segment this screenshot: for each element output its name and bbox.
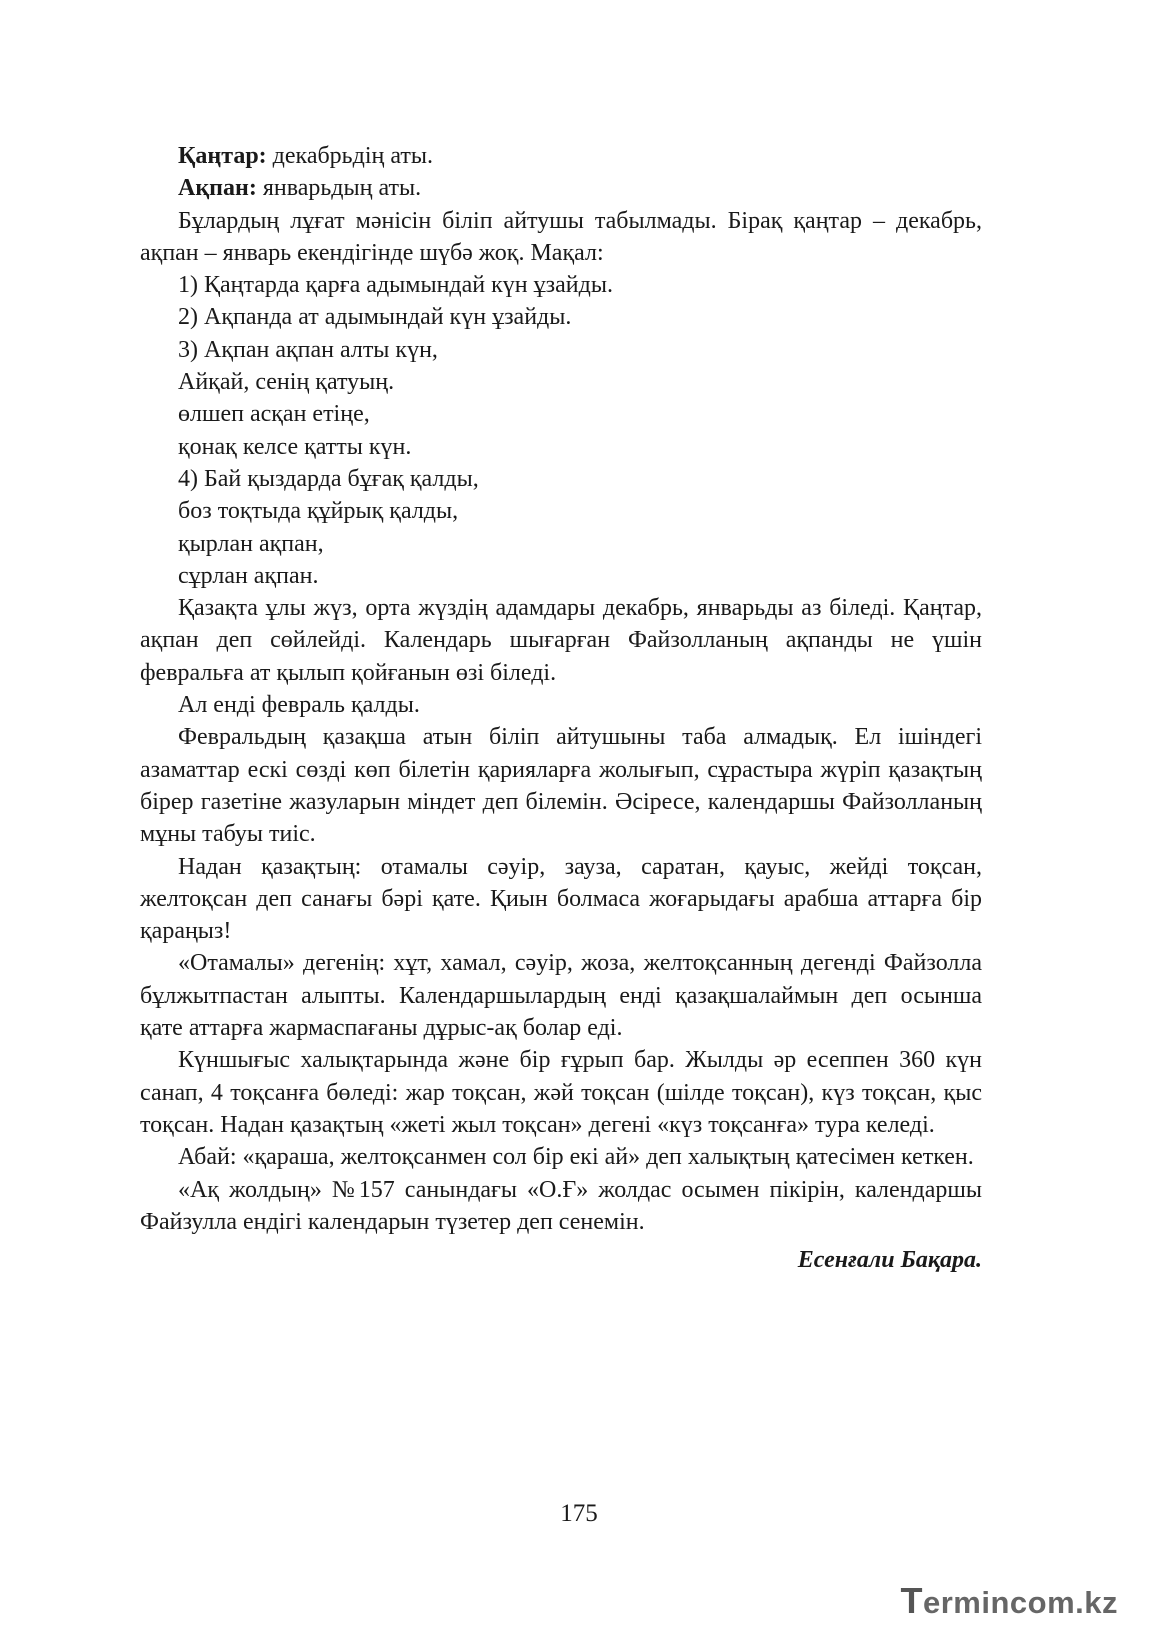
site-watermark — [900, 1580, 1118, 1622]
proverb-line: сұрлан ақпан. — [178, 562, 319, 589]
entry-kantar — [140, 140, 982, 172]
paragraph: Абай: «қараша, желтоқсанмен сол бір екі ай» деп халықтың қатесімен кеткен. — [178, 1144, 974, 1171]
paragraph: Қазақта ұлы жүз, орта жүздің адамдары декабрь, январьды аз біледі. Қаңтар, ақпан деп сөйлейді. Календарь шығарған Файзолланың ақпанды не үшін февральға ат қылып қойғанын өзі біледі. — [140, 595, 982, 686]
paragraph: Надан қазақтың: отамалы сәуір, зауза, саратан, қауыс, жейді тоқсан, желтоқсан деп санағы бәрі қате. Қиын болмаса жоғарыдағы арабша аттарға бір қараңыз! — [140, 853, 982, 945]
proverb-line: 4) Бай қыздарда бұғақ қалды, — [178, 465, 479, 492]
paragraph: Бұлардың лұғат мәнісін біліп айтушы табылмады. Бірақ қаңтар – декабрь, ақпан – январь екендігінде шүбә жоқ. Мақал: — [140, 207, 982, 266]
author-signature: Есенғали Бақара. — [797, 1247, 982, 1274]
entry-definition: январьдың аты. — [256, 175, 422, 202]
watermark-text: ermincom.kz — [922, 1585, 1118, 1620]
proverb-line: 1) Қаңтарда қарға адымындай күн ұзайды. — [178, 272, 613, 299]
document-page — [140, 140, 982, 1276]
paragraph: «Ақ жолдың» №157 санындағы «О.Ғ» жолдас осымен пікірін, календаршы Файзулла ендігі календарын түзетер деп сенемін. — [140, 1176, 982, 1235]
page-number: 175 — [560, 1500, 598, 1527]
proverb-line: боз тоқтыда құйрық қалды, — [178, 498, 459, 525]
entry-term: Ақпан: — [178, 175, 257, 202]
proverb-line: 3) Ақпан ақпан алты күн, — [178, 336, 438, 363]
entry-definition: декабрьдің аты. — [266, 143, 433, 169]
proverb-line: қырлан ақпан, — [178, 530, 324, 557]
proverb-line: 2) Ақпанда ат адымындай күн ұзайды. — [178, 304, 572, 331]
paragraph: Күншығыс халықтарында және бір ғұрып бар. Жылды әр есеппен 360 күн санап, 4 тоқсанға бөледі: жар тоқсан, жәй тоқсан (шілде тоқсан), күз тоқсан, қыс тоқсан. Надан қазақтың «жеті жыл тоқсан» дегені «күз тоқсанға» тура келеді. — [140, 1047, 982, 1138]
entry-term: Қаңтар: — [178, 143, 267, 169]
paragraph: Ал енді февраль қалды. — [178, 692, 420, 719]
watermark-initial: T — [900, 1580, 923, 1621]
entry-akpan — [140, 172, 982, 204]
paragraph: «Отамалы» дегенің: хұт, хамал, сәуір, жоза, желтоқсанның дегенді Файзолла бұлжытпастан алыпты. Календаршылардың енді қазақшалаймын деп осынша қате аттарға жармаспағаны дұрыс-ақ болар еді. — [140, 950, 982, 1042]
proverb-line: қонақ келсе қатты күн. — [178, 433, 412, 460]
paragraph: Февральдың қазақша атын біліп айтушыны таба алмадық. Ел ішіндегі азаматтар ескі сөзді көп білетін қарияларға жолығып, сұрастыра жүріп қазақтың бірер газетіне жазуларын міндет деп білемін. Әсіресе, календаршы Файзолланың мұны табуы тиіс. — [140, 724, 982, 848]
proverb-line: Айқай, сенің қатуың. — [178, 369, 395, 396]
proverb-line: өлшеп асқан етіңе, — [178, 401, 370, 428]
